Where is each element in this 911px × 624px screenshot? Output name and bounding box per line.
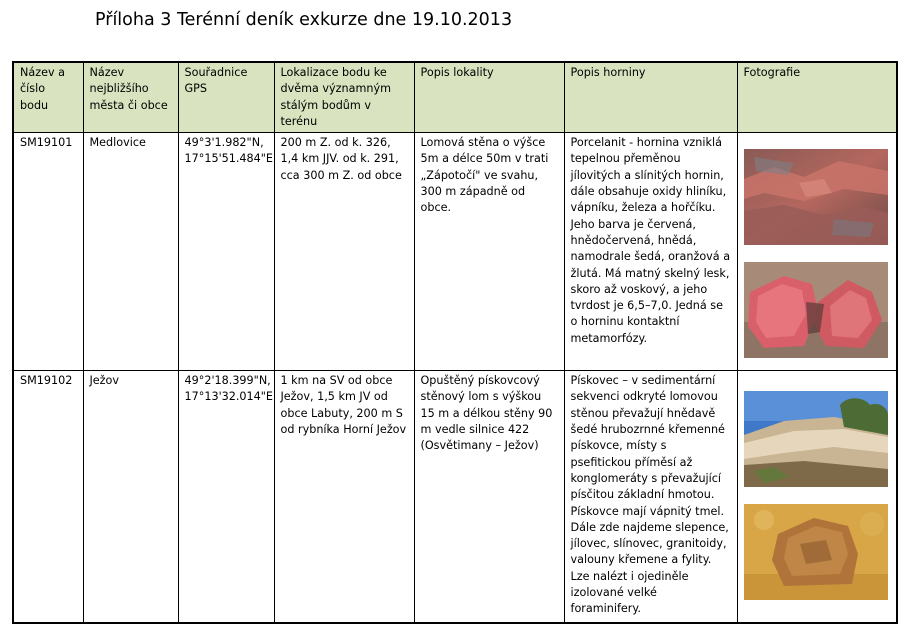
cell-rock: Porcelanit - hornina vzniklá tepelnou přeměnou jílovitých a slínitých hornin, dále obsahuje oxidy hliníku, vápníku, železa a hořčíku. Jeho barva je červená, hnědočervená, hnědá, namodrale šedá, oranžová a žlutá. Má matný skelný lesk, skoro až voskový, a jeho tvrdost je 6,5–7,0. Jedná se o horninu kontaktní metamorfózy. bbox=[564, 133, 737, 371]
header-row bbox=[13, 62, 897, 133]
porcelanite-sample-photo bbox=[744, 262, 888, 358]
col-header-gps: Souřadnice GPS bbox=[178, 62, 274, 133]
table-row bbox=[13, 371, 897, 624]
page-title: Příloha 3 Terénní deník exkurze dne 19.10.2013 bbox=[95, 10, 513, 30]
cell-gps: 49°2'18.399"N, 17°13'32.014"E bbox=[178, 371, 274, 624]
cell-town: Medlovice bbox=[83, 133, 178, 371]
cell-location: 1 km na SV od obce Ježov, 1,5 km JV od obce Labuty, 200 m S od rybníka Horní Ježov bbox=[274, 371, 414, 624]
cell-site: Opuštěný pískovcový stěnový lom s výškou 15 m a délkou stěny 90 m vedle silnice 422 (Osvětimany – Ježov) bbox=[414, 371, 564, 624]
porcelanite-outcrop-photo bbox=[744, 149, 888, 245]
col-header-site: Popis lokality bbox=[414, 62, 564, 133]
sandstone-quarry-photo bbox=[744, 391, 888, 487]
col-header-point: Název a číslo bodu bbox=[13, 62, 83, 133]
cell-point-id: SM19101 bbox=[13, 133, 83, 371]
cell-point-id: SM19102 bbox=[13, 371, 83, 624]
col-header-town: Název nejbližšího města či obce bbox=[83, 62, 178, 133]
cell-site: Lomová stěna o výšce 5m a délce 50m v trati „Zápotočí" ve svahu, 300 m západně od obce. bbox=[414, 133, 564, 371]
cell-town: Ježov bbox=[83, 371, 178, 624]
table-row bbox=[13, 133, 897, 371]
cell-rock: Pískovec – v sedimentární sekvenci odkryté lomovou stěnou převažují hnědavě šedé hrubozrnné křemenné pískovce, místy s psefitickou příměsí až konglomeráty s převažující písčitou základní hmotou. Pískovce mají vápnitý tmel. Dále zde najdeme slepence, jílovec, slínovec, granitoidy, valouny křemene a fylity. Lze nalézt i ojediněle izolované velké foraminifery. bbox=[564, 371, 737, 624]
cell-gps: 49°3'1.982"N, 17°15'51.484"E bbox=[178, 133, 274, 371]
cell-location: 200 m Z. od k. 326, 1,4 km JJV. od k. 291, cca 300 m Z. od obce bbox=[274, 133, 414, 371]
col-header-rock: Popis horniny bbox=[564, 62, 737, 133]
col-header-photo: Fotografie bbox=[737, 62, 897, 133]
col-header-location: Lokalizace bodu ke dvěma významným stálým bodům v terénu bbox=[274, 62, 414, 133]
cell-photos bbox=[737, 371, 897, 624]
cell-photos bbox=[737, 133, 897, 371]
field-log-table bbox=[12, 61, 898, 624]
sandstone-sample-photo bbox=[744, 504, 888, 600]
